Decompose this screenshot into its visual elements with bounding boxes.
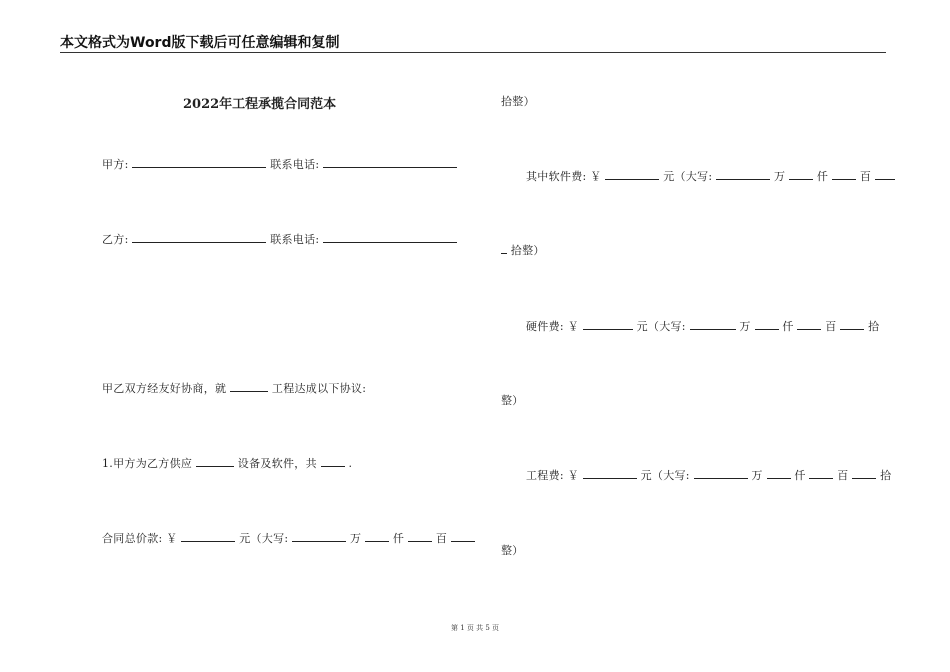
hardware-shi-blank xyxy=(840,321,864,330)
document-title: 2022年工程承揽合同范本 xyxy=(183,97,337,112)
hardware-qian-label: 仟 xyxy=(782,320,794,333)
party-a-blank xyxy=(132,159,266,168)
party-b-label: 乙方: xyxy=(102,233,129,246)
party-a-row xyxy=(102,156,457,172)
hardware-fee-continuation: 整） xyxy=(501,394,524,407)
engineering-bai-blank xyxy=(809,470,833,479)
hardware-wan-blank xyxy=(690,321,736,330)
hardware-wan-label: 万 xyxy=(739,320,751,333)
engineering-bai-label: 百 xyxy=(837,469,849,482)
software-amount-blank xyxy=(605,171,659,180)
engineering-shi-blank xyxy=(852,470,876,479)
party-b-phone-label: 联系电话: xyxy=(270,233,320,246)
engineering-fee-continuation: 整） xyxy=(501,544,524,557)
software-wan-blank xyxy=(716,171,770,180)
software-fee-unit: 元（大写: xyxy=(663,170,713,183)
engineering-fee-row xyxy=(526,467,891,483)
agreement-suffix: 工程达成以下协议: xyxy=(271,382,367,395)
clause-1 xyxy=(102,455,352,471)
total-price-unit: 元（大写: xyxy=(239,532,289,545)
engineering-qian-blank xyxy=(767,470,791,479)
hardware-fee-unit: 元（大写: xyxy=(636,320,686,333)
party-a-phone-label: 联系电话: xyxy=(270,158,320,171)
project-name-blank xyxy=(230,383,268,392)
software-fee-row xyxy=(526,168,895,184)
software-qian-label: 仟 xyxy=(816,170,829,183)
total-bai-blank xyxy=(408,533,432,542)
software-shi-blank xyxy=(875,171,895,180)
total-qian-blank xyxy=(365,533,389,542)
party-b-row xyxy=(102,231,457,247)
clause-1-end: . xyxy=(348,457,353,470)
total-bai-label: 百 xyxy=(435,532,448,545)
hardware-fee-label: 硬件费: ￥ xyxy=(526,320,580,333)
party-a-phone-blank xyxy=(323,159,457,168)
clause-1-mid: 设备及软件，共 xyxy=(237,457,317,470)
total-price-row xyxy=(102,530,475,546)
total-wan-blank xyxy=(292,533,346,542)
hardware-qian-blank xyxy=(755,321,779,330)
total-price-label: 合同总价款: ￥ xyxy=(102,532,178,545)
hardware-bai-label: 百 xyxy=(825,320,837,333)
party-b-blank xyxy=(132,234,266,243)
engineering-fee-label: 工程费: ￥ xyxy=(526,469,580,482)
clause-1-prefix: 1.甲方为乙方供应 xyxy=(102,457,193,470)
software-fee-continuation xyxy=(501,242,545,258)
hardware-bai-blank xyxy=(797,321,821,330)
agreement-intro xyxy=(102,380,366,396)
software-qian-blank xyxy=(789,171,813,180)
engineering-qian-label: 仟 xyxy=(794,469,806,482)
equipment-blank xyxy=(196,458,234,467)
page-number: 第 1 页 共 5 页 xyxy=(450,624,500,632)
engineering-amount-blank xyxy=(583,470,637,479)
software-bai-blank xyxy=(832,171,856,180)
party-a-label: 甲方: xyxy=(102,158,129,171)
software-bai-label: 百 xyxy=(859,170,872,183)
total-qian-label: 仟 xyxy=(392,532,405,545)
software-fee-label: 其中软件费: ￥ xyxy=(526,170,602,183)
right-line-1: 拾整） xyxy=(501,95,535,108)
engineering-wan-blank xyxy=(694,470,748,479)
engineering-wan-label: 万 xyxy=(751,469,763,482)
party-b-phone-blank xyxy=(323,234,457,243)
engineering-fee-unit: 元（大写: xyxy=(640,469,690,482)
document-header-banner: 本文格式为Word版下载后可任意编辑和复制 xyxy=(60,32,886,53)
software-fee-end: 拾整） xyxy=(510,244,545,257)
software-wan-label: 万 xyxy=(774,170,786,183)
quantity-blank xyxy=(321,458,345,467)
software-shi-blank-cont xyxy=(501,245,507,254)
hardware-shi-label: 拾 xyxy=(868,320,880,333)
engineering-shi-label: 拾 xyxy=(880,469,892,482)
hardware-amount-blank xyxy=(583,321,633,330)
total-wan-label: 万 xyxy=(350,532,362,545)
total-shi-blank xyxy=(451,533,475,542)
hardware-fee-row xyxy=(526,318,879,334)
total-amount-blank xyxy=(181,533,235,542)
agreement-prefix: 甲乙双方经友好协商，就 xyxy=(102,382,227,395)
